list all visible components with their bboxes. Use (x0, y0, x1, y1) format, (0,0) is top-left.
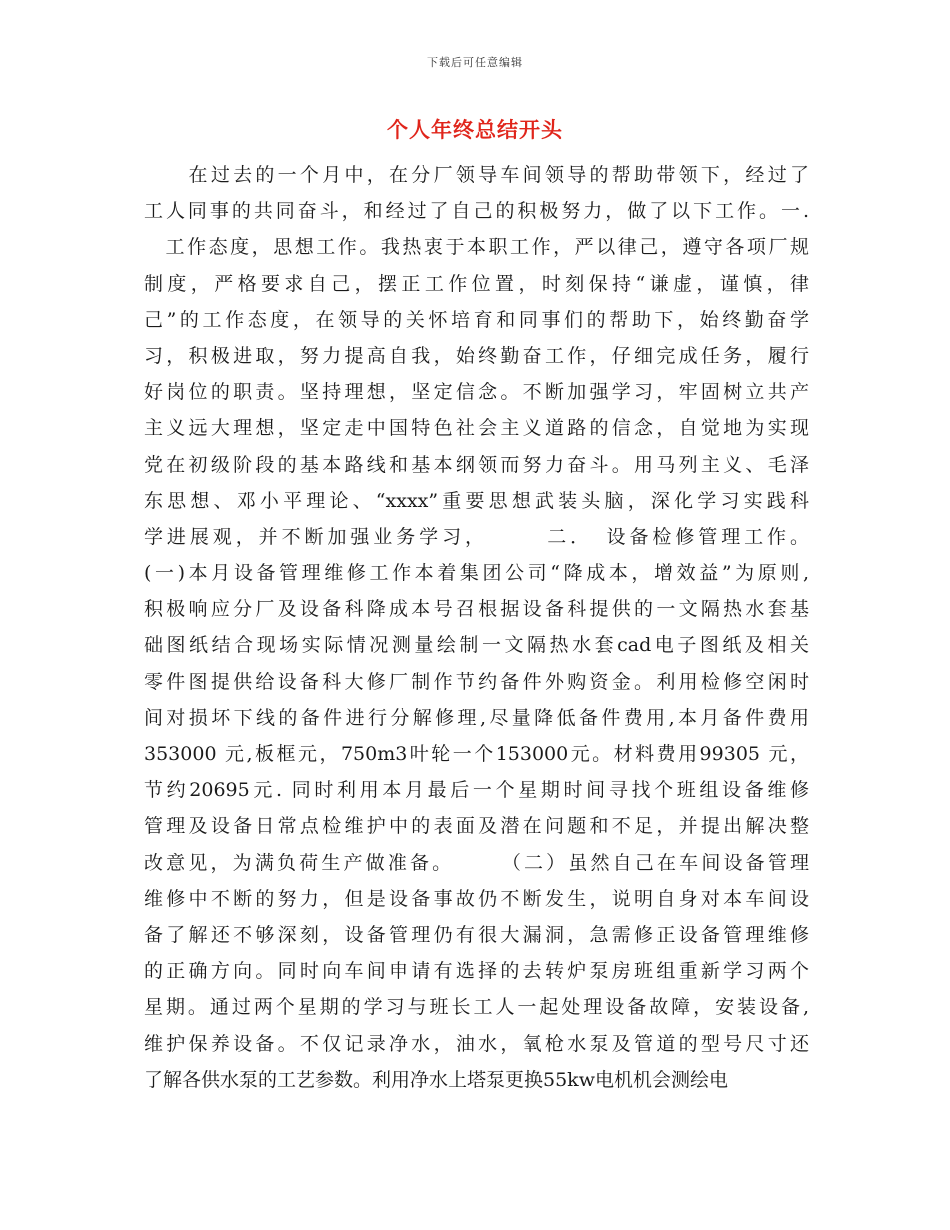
body-line-17: 353000 元,板框元，750m3叶轮一个153000元。材料费用99305 元， (144, 743, 809, 765)
body-line-22: 备了解还不够深刻，设备管理仍有很大漏洞，急需修正设备管理维修 (144, 923, 809, 946)
body-line-24: 星期。通过两个星期的学习与班长工人一起处理设备故障，安装设备, (144, 996, 809, 1019)
body-line-11: 学进展观，并不断加强业务学习， 二． 设备检修管理工作。 (144, 525, 809, 548)
body-line-20: 改意见，为满负荷生产做准备。 （二）虽然自己在车间设备管理 (144, 851, 809, 874)
body-line-21: 维修中不断的努力，但是设备事故仍不断发生，说明自身对本车间设 (144, 887, 809, 910)
body-line-14: 础图纸结合现场实际情况测量绘制一文隔热水套cad电子图纸及相关 (144, 634, 809, 657)
document-title: 个人年终总结开头 (387, 117, 563, 142)
document-body (144, 157, 809, 1098)
body-line-6: 习，积极进取，努力提高自我，始终勤奋工作，仔细完成任务，履行 (144, 344, 809, 367)
body-line-4: 制度，严格要求自己，摆正工作位置，时刻保持“谦虚，谨慎，律 (144, 272, 809, 295)
body-line-3: 工作态度，思想工作。我热衷于本职工作，严以律己，遵守各项厂规 (144, 236, 809, 259)
body-line-1: 在过去的一个月中，在分厂领导车间领导的帮助带领下，经过了 (144, 164, 809, 186)
body-line-12: (一)本月设备管理维修工作本着集团公司“降成本，增效益”为原则, (144, 562, 809, 585)
body-line-13: 积极响应分厂及设备科降成本号召根据设备科提供的一文隔热水套基 (144, 598, 809, 621)
body-line-26: 了解各供水泵的工艺参数。利用净水上塔泵更换55kw电机机会测绘电 (144, 1068, 728, 1091)
body-line-25: 维护保养设备。不仅记录净水，油水，氧枪水泵及管道的型号尺寸还 (144, 1032, 809, 1055)
body-line-8: 主义远大理想，坚定走中国特色社会主义道路的信念，自觉地为实现 (144, 417, 809, 440)
body-line-5: 己”的工作态度，在领导的关怀培育和同事们的帮助下，始终勤奋学 (144, 308, 809, 331)
page-header-note: 下载后可任意编辑 (427, 56, 523, 69)
body-line-16: 间对损坏下线的备件进行分解修理,尽量降低备件费用,本月备件费用 (144, 706, 809, 729)
body-line-15: 零件图提供给设备科大修厂制作节约备件外购资金。利用检修空闲时 (144, 670, 809, 693)
body-line-23: 的正确方向。同时向车间申请有选择的去转炉泵房班组重新学习两个 (144, 960, 809, 983)
body-line-9: 党在初级阶段的基本路线和基本纲领而努力奋斗。用马列主义、毛泽 (144, 453, 809, 476)
body-line-10: 东思想、邓小平理论、“xxxx”重要思想武装头脑，深化学习实践科 (144, 489, 809, 512)
body-line-2: 工人同事的共同奋斗，和经过了自己的积极努力，做了以下工作。一. (144, 200, 809, 223)
body-line-7: 好岗位的职责。坚持理想，坚定信念。不断加强学习，牢固树立共产 (144, 381, 809, 404)
body-line-19: 管理及设备日常点检维护中的表面及潜在问题和不足，并提出解决整 (144, 815, 809, 838)
body-line-18: 节约20695元. 同时利用本月最后一个星期时间寻找个班组设备维修 (144, 779, 809, 802)
